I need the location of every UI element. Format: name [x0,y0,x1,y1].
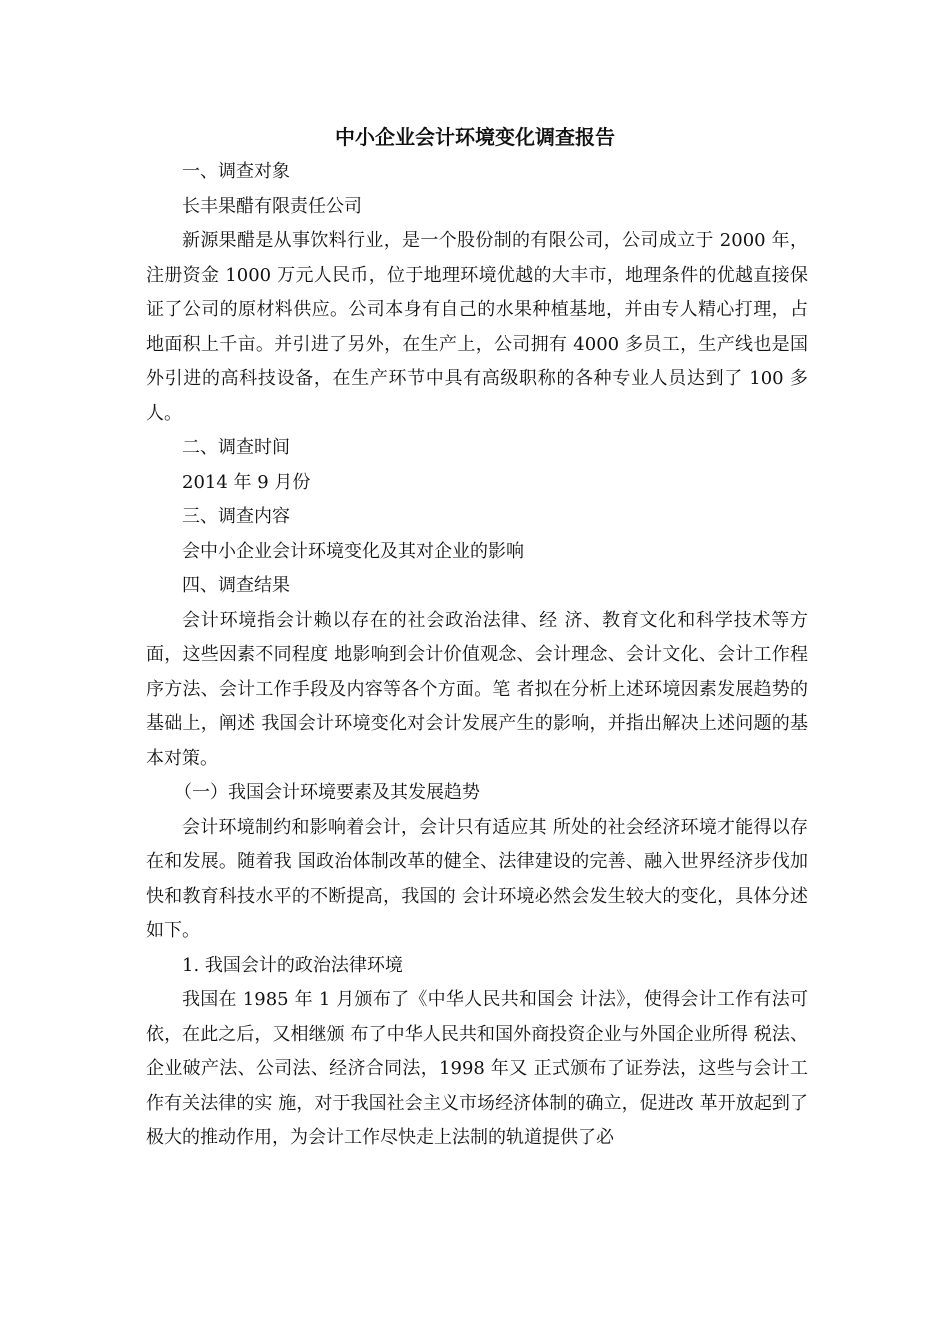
paragraph: 长丰果醋有限责任公司 [182,195,362,217]
section-subheading: （一）我国会计环境要素及其发展趋势 [174,782,480,803]
paragraph: 会计环境制约和影响着会计，会计只有适应其 所处的社会经济环境才能得以存在和发展。随着我 国政治体制改革的健全、法律建设的完善、融入世界经济步伐加快和教育科技水平的不断提高，我国的 会计环境必然会发生较大的变化，具体分述如下。 [146,816,808,941]
paragraph: 二、调查时间 [182,437,290,458]
paragraph: 会中小企业会计环境变化及其对企业的影响 [182,540,524,562]
report-body [146,155,808,1156]
paragraph: 新源果醋是从事饮料行业，是一个股份制的有限公司，公司成立于 2000 年，注册资金 1000 万元人民币，位于地理环境优越的大丰市，地理条件的优越直接保证了公司的原材料供应。公司本身有自己的水果种植基地，并由专人精心打理，占地面积上千亩。并引进了另外，在生产上，公司拥有 4000 多员工，生产线也是国外引进的高科技设备，在生产环节中具有高级职称的各种专业人员达到了 100 多人。 [146,230,808,424]
paragraph: 会计环境指会计赖以存在的社会政治法律、经 济、教育文化和科学技术等方面，这些因素不同程度 地影响到会计价值观念、会计理念、会计文化、会计工作程序方法、会计工作手段及内容等各个方面。笔 者拟在分析上述环境因素发展趋势的基础上，阐述 我国会计环境变化对会计发展产生的影响，并指出解决上述问题的基本对策。 [146,609,808,769]
paragraph: 2014 年 9 月份 [182,471,311,493]
paragraph: 我国在 1985 年 1 月颁布了《中华人民共和国会 计法》，使得会计工作有法可依，在此之后，又相继颁 布了中华人民共和国外商投资企业与外国企业所得 税法、企业破产法、公司法、经济合同法，1998 年又 正式颁布了证券法，这些与会计工作有关法律的实 施，对于我国社会主义市场经济体制的确立，促进改 革开放起到了极大的推动作用，为会计工作尽快走上法制的轨道提供了必 [146,989,808,1148]
paragraph: 一、调查对象 [182,161,290,182]
paragraph: 三、调查内容 [182,506,290,527]
paragraph: 1. 我国会计的政治法律环境 [182,954,403,976]
report-title: 中小企业会计环境变化调查报告 [335,125,615,149]
paragraph: 四、调查结果 [182,575,290,596]
